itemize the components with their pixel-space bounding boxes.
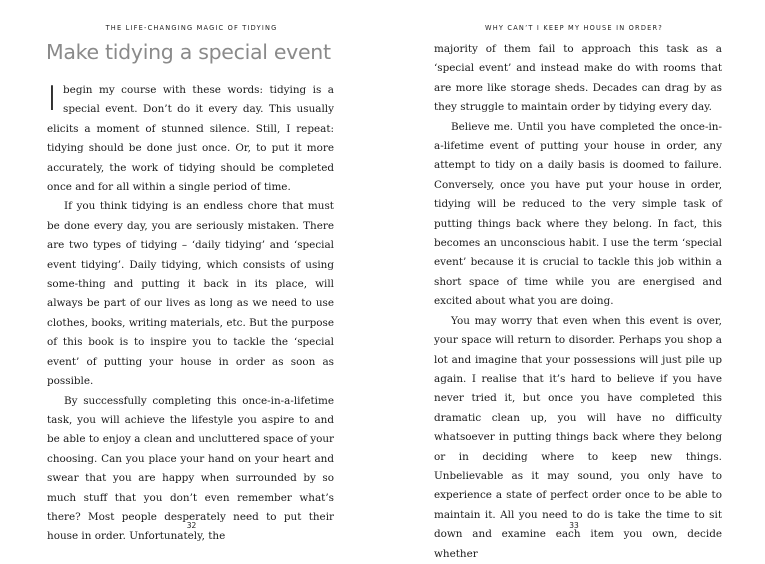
paragraph-text: begin my course with these words: tidying is a special event. Don’t do it every day. This usually elicits a moment of stunned silence. Still, I repeat: tidying should be done just once. Or, to put it more accurately, the work of tidying should be completed once and for all within a single period of time. — [47, 84, 334, 194]
paragraph: majority of them fail to approach this task as a ‘special event’ and instead make do with rooms that are more like storage sheds. Decades can drag by as they struggle to maintain order by tidying every day. — [434, 43, 722, 114]
paragraph: By successfully completing this once-in-a-lifetime task, you will achieve the lifestyle you aspire to and be able to enjoy a clean and uncluttered space of your choosing. Can you place your hand on your heart and swear that you are happy when surrounded by so much stuff that you don’t even remember what’s there? Most people desperately need to put their house in order. Unfortunately, the — [47, 394, 334, 543]
running-head-book-title: THE LIFE-CHANGING MAGIC OF TIDYING — [105, 24, 278, 32]
paragraph: If you think tidying is an endless chore that must be done every day, you are seriously mistaken. There are two types of tidying – ‘daily tidying’ and ‘special event tidying’. Daily tidying, which consists of using some-thing and putting it back in its place, will always be part of our lives as long as we need to use clothes, books, writing materials, etc. But the purpose of this book is to inspire you to tackle the ‘special event’ of putting your house in order as soon as possible. — [47, 200, 334, 388]
paragraph: You may worry that even when this event is over, your space will return to disorder. Perhaps you shop a lot and imagine that your possessions will just pile up again. I realise that it’s hard to believe if you have never tried it, but once you have completed this dramatic clean up, you will have no difficulty whatsoever in putting things back where they belong or in deciding where to keep new things. Unbelievable as it may sound, you only have to experience a state of perfect order once to be able to maintain it. All you need to do is take the time to sit down and examine each item you own, decide whether — [434, 314, 722, 560]
drop-cap: I — [47, 79, 58, 119]
page-number: 32 — [186, 521, 197, 530]
right-page — [383, 0, 765, 561]
right-body-text — [434, 40, 722, 564]
left-page — [0, 0, 383, 561]
section-heading: Make tidying a special event — [46, 40, 331, 64]
left-body-text — [47, 81, 334, 547]
running-head-chapter-title: WHY CAN’T I KEEP MY HOUSE IN ORDER? — [485, 24, 663, 32]
paragraph: Believe me. Until you have completed the once-in-a-lifetime event of putting your house in order, any attempt to tidy on a daily basis is doomed to failure. Conversely, once you have put your house in order, tidying will be reduced to the very simple task of putting things back where they belong. In fact, this becomes an unconscious habit. I use the term ‘special event’ because it is crucial to tackle this job within a short space of time while you are energised and excited about what you are doing. — [434, 120, 722, 308]
page-number: 33 — [569, 521, 579, 530]
paragraph — [47, 81, 334, 197]
